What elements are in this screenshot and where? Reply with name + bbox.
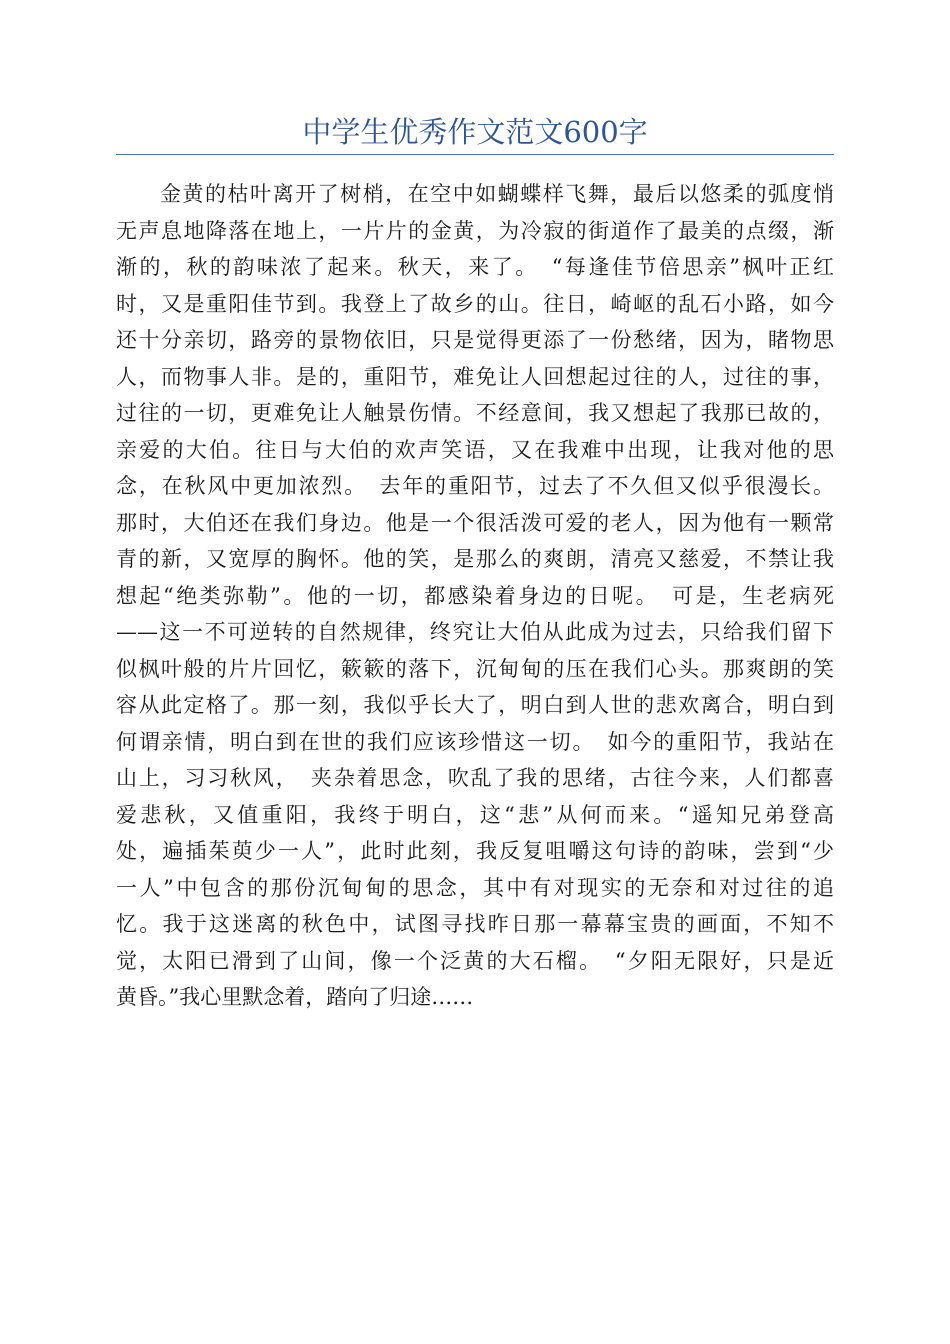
- essay-line: 那时，大伯还在我们身边。他是一个很活泼可爱的老人，因为他有一颗常: [116, 510, 834, 535]
- essay-line: 无声息地降落在地上，一片片的金黄，为冷寂的街道作了最美的点缀，渐: [116, 218, 834, 243]
- essay-line: 还十分亲切，路旁的景物依旧，只是觉得更添了一份愁绪，因为，睹物思: [116, 328, 834, 352]
- document-title: 中学生优秀作文范文600字: [302, 115, 648, 149]
- essay-line: 山上，习习秋风， 夹杂着思念，吹乱了我的思绪，古往今来，人们都喜: [116, 766, 834, 790]
- essay-line: 念，在秋风中更加浓烈。 去年的重阳节，过去了不久但又似乎很漫长。: [116, 474, 834, 498]
- essay-line: 处，遍插茱萸少一人”，此时此刻，我反复咀嚼这句诗的韵味，尝到“少: [116, 839, 834, 863]
- essay-line: 渐的，秋的韵味浓了起来。秋天，来了。 “每逢佳节倍思亲”枫叶正红: [116, 255, 834, 279]
- essay-line: 青的新，又宽厚的胸怀。他的笑，是那么的爽朗，清亮又慈爱，不禁让我: [116, 547, 834, 571]
- essay-line: 何谓亲情，明白到在世的我们应该珍惜这一切。 如今的重阳节，我站在: [116, 729, 834, 754]
- essay-line: 过往的一切，更难免让人触景伤情。不经意间，我又想起了我那已故的，: [116, 401, 834, 425]
- essay-line: 亲爱的大伯。往日与大伯的欢声笑语，又在我难中出现，让我对他的思: [116, 437, 834, 462]
- essay-line: 爱悲秋，又值重阳，我终于明白，这“悲”从何而来。“遥知兄弟登高: [116, 802, 834, 827]
- essay-line: 一人”中包含的那份沉甸甸的思念，其中有对现实的无奈和对过往的追: [116, 875, 834, 900]
- essay-line: ——这一不可逆转的自然规律，终究让大伯从此成为过去，只给我们留下: [116, 620, 834, 644]
- essay-line: 想起“绝类弥勒”。他的一切，都感染着身边的日呢。 可是，生老病死: [116, 583, 834, 608]
- essay-line: 金黄的枯叶离开了树梢，在空中如蝴蝶样飞舞，最后以悠柔的弧度悄: [160, 182, 834, 206]
- essay-body: [116, 176, 834, 1016]
- essay-line: 人，而物事人非。是的，重阳节，难免让人回想起过往的人，过往的事，: [116, 364, 834, 389]
- essay-line-last: 黄昏。”我心里默念着，踏向了归途……: [116, 985, 474, 1009]
- essay-line: 忆。我于这迷离的秋色中，试图寻找昨日那一幕幕宝贵的画面，不知不: [116, 912, 834, 936]
- essay-line: 觉，太阳已滑到了山间，像一个泛黄的大石榴。 “夕阳无限好，只是近: [116, 948, 834, 973]
- title-underline: [116, 154, 834, 155]
- essay-line: 时，又是重阳佳节到。我登上了故乡的山。往日，崎岖的乱石小路，如今: [116, 291, 834, 316]
- essay-line: 容从此定格了。那一刻，我似乎长大了，明白到人世的悲欢离合，明白到: [116, 693, 834, 717]
- essay-line: 似枫叶般的片片回忆，簌簌的落下，沉甸甸的压在我们心头。那爽朗的笑: [116, 656, 834, 681]
